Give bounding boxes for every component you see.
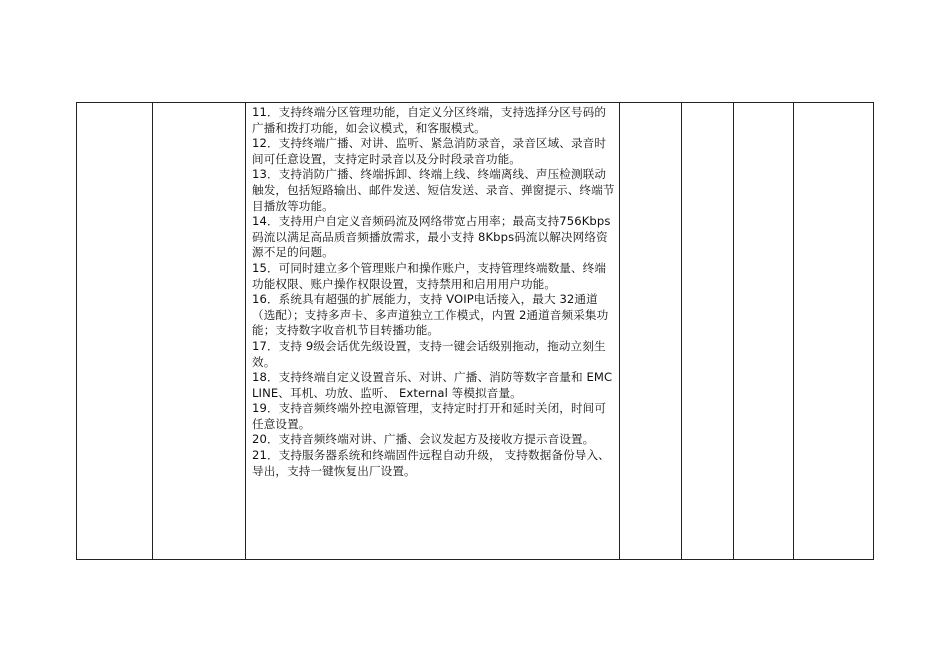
spec-item-14: 14．支持用户自定义音频码流及网络带宽占用率；最高支持756Kbps码流以满足高品质音频播放需求，最小支持 8Kbps码流以解决网络资源不足的问题。 <box>252 214 611 260</box>
spec-item-19: 19．支持音频终端外控电源管理，支持定时打开和延时关闭，时间可任意设置。 <box>252 401 607 431</box>
table-cell-col4 <box>620 103 682 560</box>
table-cell-index <box>77 103 153 560</box>
spec-item-11: 11．支持终端分区管理功能，自定义分区终端，支持选择分区号码的广播和拨打功能，如会议模式，和客服模式。 <box>252 105 607 135</box>
table-cell-col6 <box>734 103 794 560</box>
spec-item-17: 17．支持 9级会话优先级设置，支持一键会话级别拖动，拖动立刻生效。 <box>252 338 606 369</box>
spec-item-20: 20．支持音频终端对讲、广播、会议发起方及接收方提示音设置。 <box>252 432 595 447</box>
spec-item-18: 18．支持终端自定义设置音乐、对讲、广播、消防等数字音量和 EMC LINE、耳机、功放、监听、 External 等模拟音量。 <box>252 370 613 400</box>
spec-item-12: 12．支持终端广播、对讲、监听、紧急消防录音，录音区域、录音时间可任意设置，支持定时录音以及分时段录音功能。 <box>252 136 607 166</box>
spec-table <box>76 102 874 560</box>
table-cell-col7 <box>794 103 874 560</box>
spec-item-15: 15．可同时建立多个管理账户和操作账户，支持管理终端数量、终端功能权限、账户操作权限设置，支持禁用和启用用户功能。 <box>252 260 607 291</box>
table-cell-col5 <box>682 103 734 560</box>
table-cell-description <box>246 103 620 560</box>
spec-item-21: 21．支持服务器系统和终端固件远程自动升级， 支持数据备份导入、导出，支持一键恢复出厂设置。 <box>252 448 610 478</box>
table-cell-name <box>153 103 246 560</box>
table-row <box>77 103 874 560</box>
spec-item-16: 16．系统具有超强的扩展能力，支持 VOIP电话接入，最大 32通道（选配）；支持多声卡、多声道独立工作模式，内置 2通道音频采集功能；支持数字收音机节目转播功能。 <box>252 292 609 338</box>
spec-item-13: 13．支持消防广播、终端拆卸、终端上线、终端离线、声压检测联动触发，包括短路输出、邮件发送、短信发送、录音、弹窗提示、终端节目播放等功能。 <box>252 167 615 213</box>
